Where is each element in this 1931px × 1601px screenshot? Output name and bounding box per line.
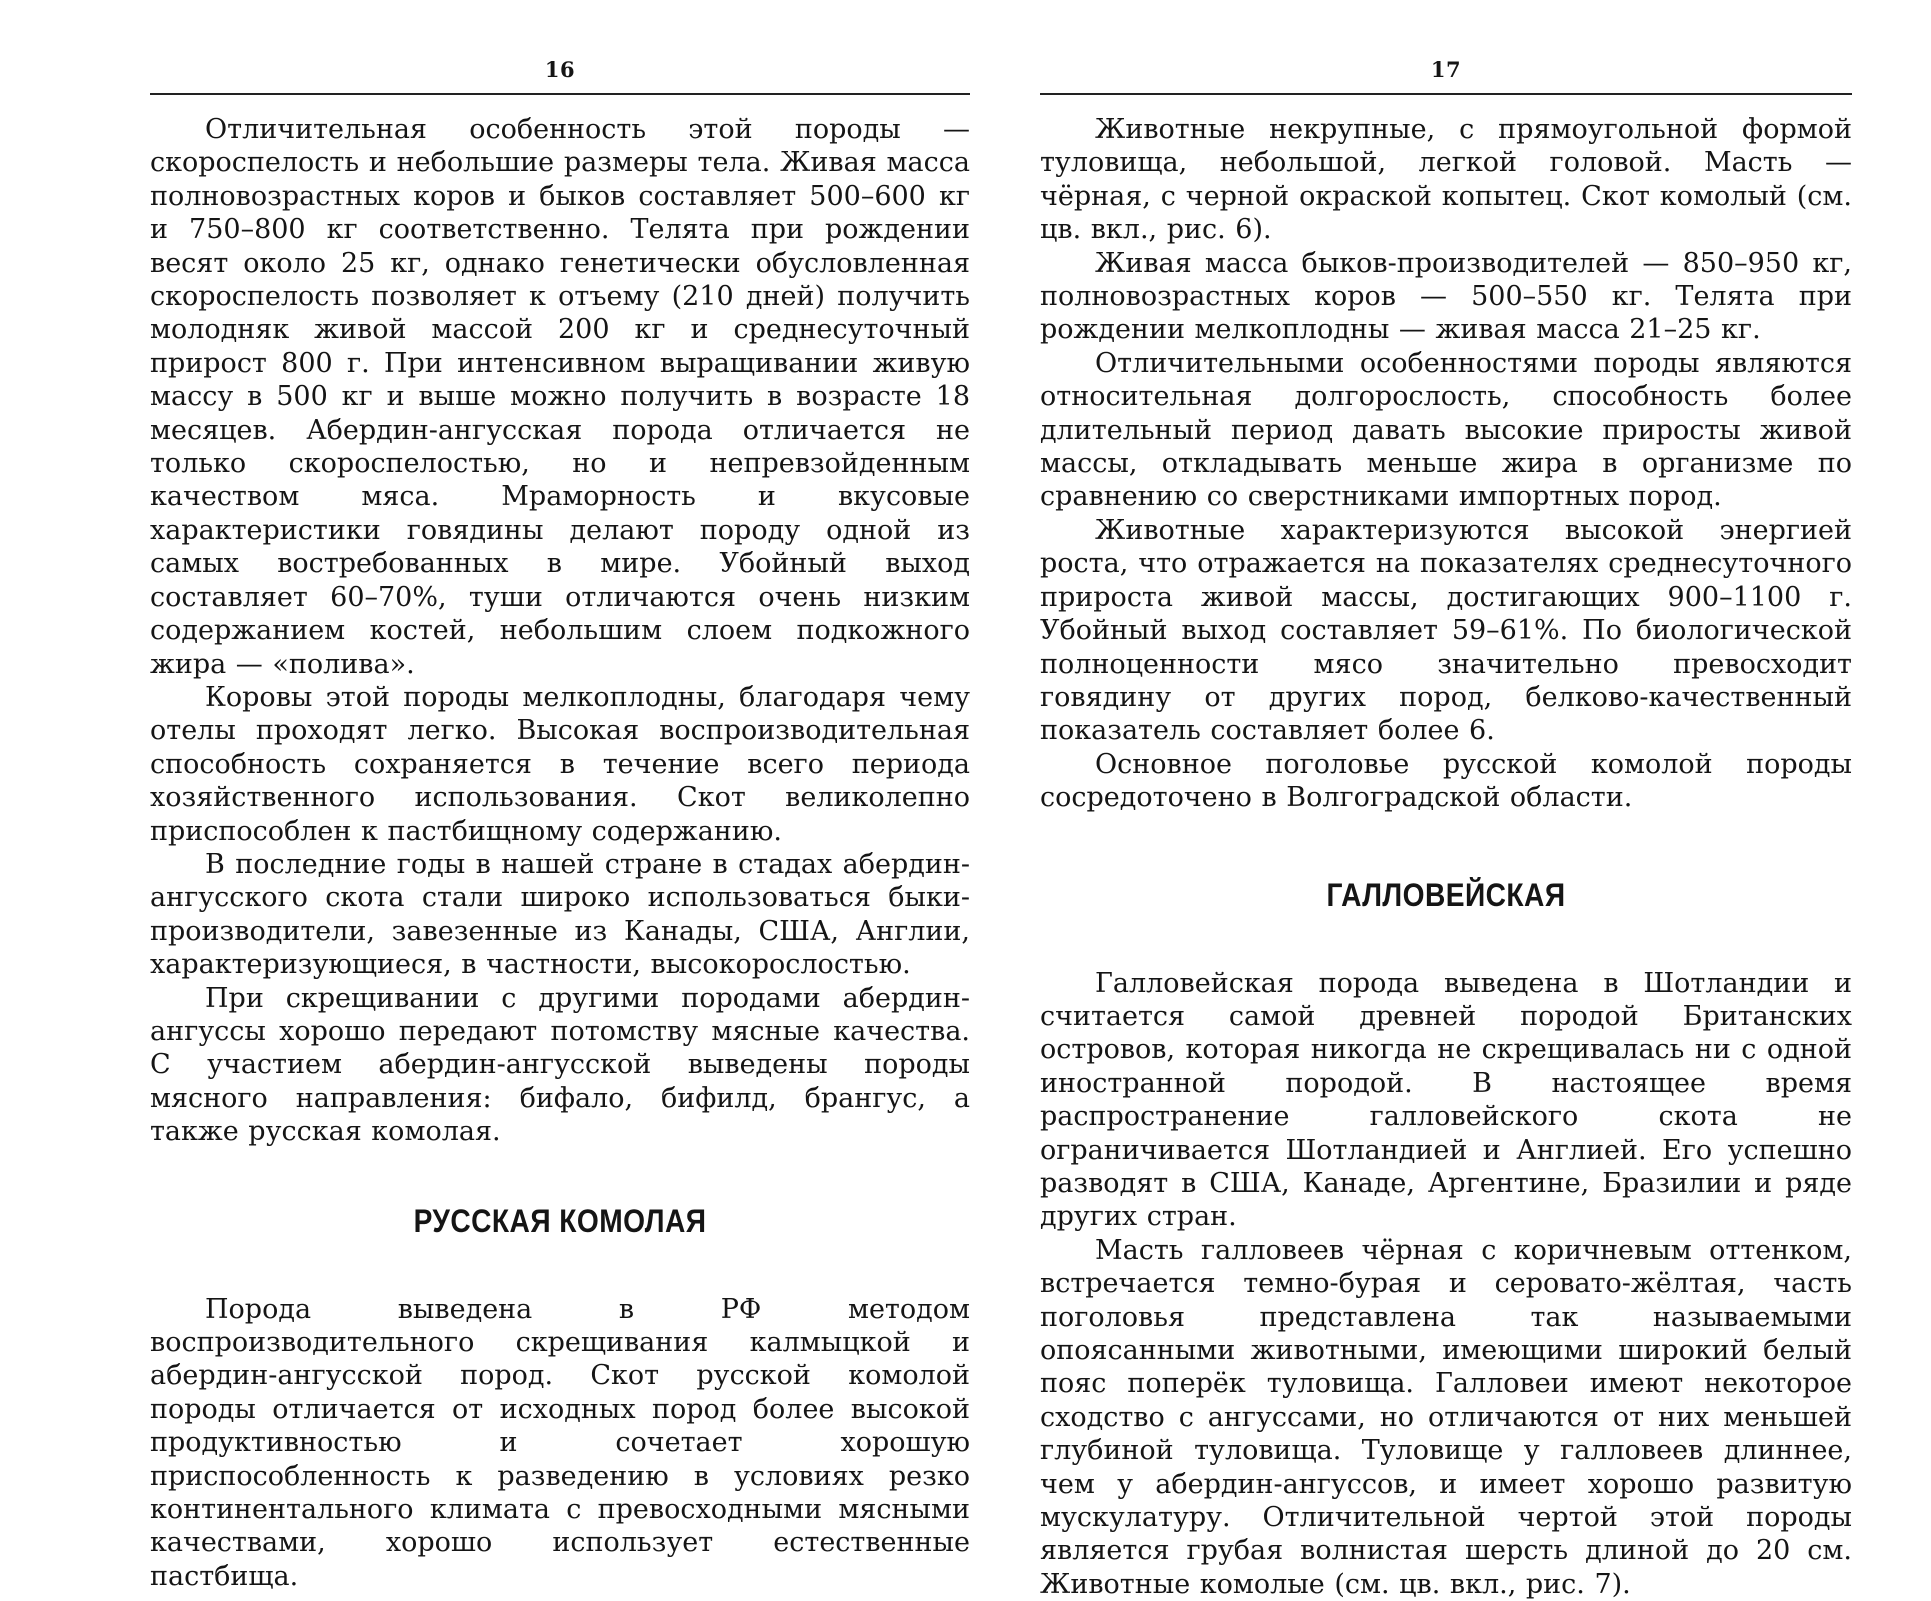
- left-page-header: [150, 55, 970, 95]
- page-number: 16: [544, 57, 576, 82]
- paragraph: Основное поголовье русской комолой породы сосредоточено в Волгоградской области.: [1040, 748, 1852, 814]
- paragraph: Отличительными особенностями породы являются относительная долгорослость, способность более длительный период давать высокие приросты живой массы, откладывать меньше жира в организме по сравнению со сверстниками импортных пород.: [1040, 347, 1852, 513]
- left-page: [150, 55, 970, 1593]
- paragraph: Галловейская порода выведена в Шотландии и считается самой древней породой Британских островов, которая никогда не скрещивалась ни с одной иностранной породой. В настоящее время распространение галловейского скота не ограничивается Шотландией и Англией. Его успешно разводят в США, Канаде, Аргентине, Бразилии и ряде других стран.: [1040, 967, 1852, 1233]
- right-page-header: [1040, 55, 1852, 95]
- paragraph: Отличительная особенность этой породы — скороспелость и небольшие размеры тела. Живая масса полновозрастных коров и быков составляет 500–600 кг и 750–800 кг соответственно. Телята при рождении весят около 25 кг, однако генетически обусловленная скороспелость позволяет к отъему (210 дней) получить молодняк живой массой 200 кг и среднесуточный прирост 800 г. При интенсивном выращивании живую массу в 500 кг и выше можно получить в возрасте 18 месяцев. Абердин-ангусская порода отличается не только скороспелостью, но и непревзойденным качеством мяса. Мраморность и вкусовые характеристики говядины делают породу одной из самых востребованных в мире. Убойный выход составляет 60–70%, туши отличаются очень низким содержанием костей, небольшим слоем подкожного жира — «полива».: [150, 114, 970, 680]
- paragraph: В последние годы в нашей стране в стадах абердин-ангусского скота стали широко использоваться быки-производители, завезенные из Канады, США, Англии, характеризующиеся, в частности, высокорослостью.: [150, 848, 970, 981]
- paragraph: Порода выведена в РФ методом воспроизводительного скрещивания калмыцкой и абердин-ангусской пород. Скот русской комолой породы отличается от исходных пород более высокой продуктивностью и сочетает хорошую приспособленность к разведению в условиях резко континентального климата с превосходными мясными качествами, хорошо использует естественные пастбища.: [150, 1293, 970, 1592]
- paragraph: Животные характеризуются высокой энергией роста, что отражается на показателях среднесуточного прироста живой массы, достигающих 900–1100 г. Убойный выход составляет 59–61%. По биологической полноценности мясо значительно превосходит говядину от других пород, белково-качественный показатель составляет более 6.: [1040, 514, 1852, 747]
- right-page-body: [1040, 95, 1852, 1601]
- section-heading: РУССКАЯ КОМОЛАЯ: [413, 1202, 707, 1239]
- page-number: 17: [1430, 57, 1462, 82]
- right-page: [1040, 55, 1852, 1601]
- paragraph: Коровы этой породы мелкоплодны, благодаря чему отелы проходят легко. Высокая воспроизводительная способность сохраняется в течение всего периода хозяйственного использования. Скот великолепно приспособлен к пастбищному содержанию.: [150, 681, 970, 847]
- section-heading: ГАЛЛОВЕЙСКАЯ: [1326, 876, 1566, 913]
- left-page-body: [150, 95, 970, 1593]
- paragraph: Живая масса быков-производителей — 850–950 кг, полновозрастных коров — 500–550 кг. Телята при рождении мелкоплодны — живая масса 21–25 кг.: [1040, 247, 1852, 346]
- paragraph: Животные некрупные, с прямоугольной формой туловища, небольшой, легкой головой. Масть — чёрная, с черной окраской копытец. Скот комолый (см. цв. вкл., рис. 6).: [1040, 114, 1852, 246]
- paragraph: Масть галловеев чёрная с коричневым оттенком, встречается темно-бурая и серовато-жёлтая, часть поголовья представлена так называемыми опоясанными животными, имеющими широкий белый пояс поперёк туловища. Галловеи имеют некоторое сходство с ангуссами, но отличаются от них меньшей глубиной туловища. Туловище у галловеев длиннее, чем у абердин-ангуссов, и имеет хорошо развитую мускулатуру. Отличительной чертой этой породы является грубая волнистая шерсть длиной до 20 см. Животные комолые (см. цв. вкл., рис. 7).: [1040, 1234, 1852, 1600]
- paragraph: При скрещивании с другими породами абердин-ангуссы хорошо передают потомству мясные качества. С участием абердин-ангусской выведены породы мясного направления: бифало, бифилд, брангус, а также русская комолая.: [150, 982, 970, 1148]
